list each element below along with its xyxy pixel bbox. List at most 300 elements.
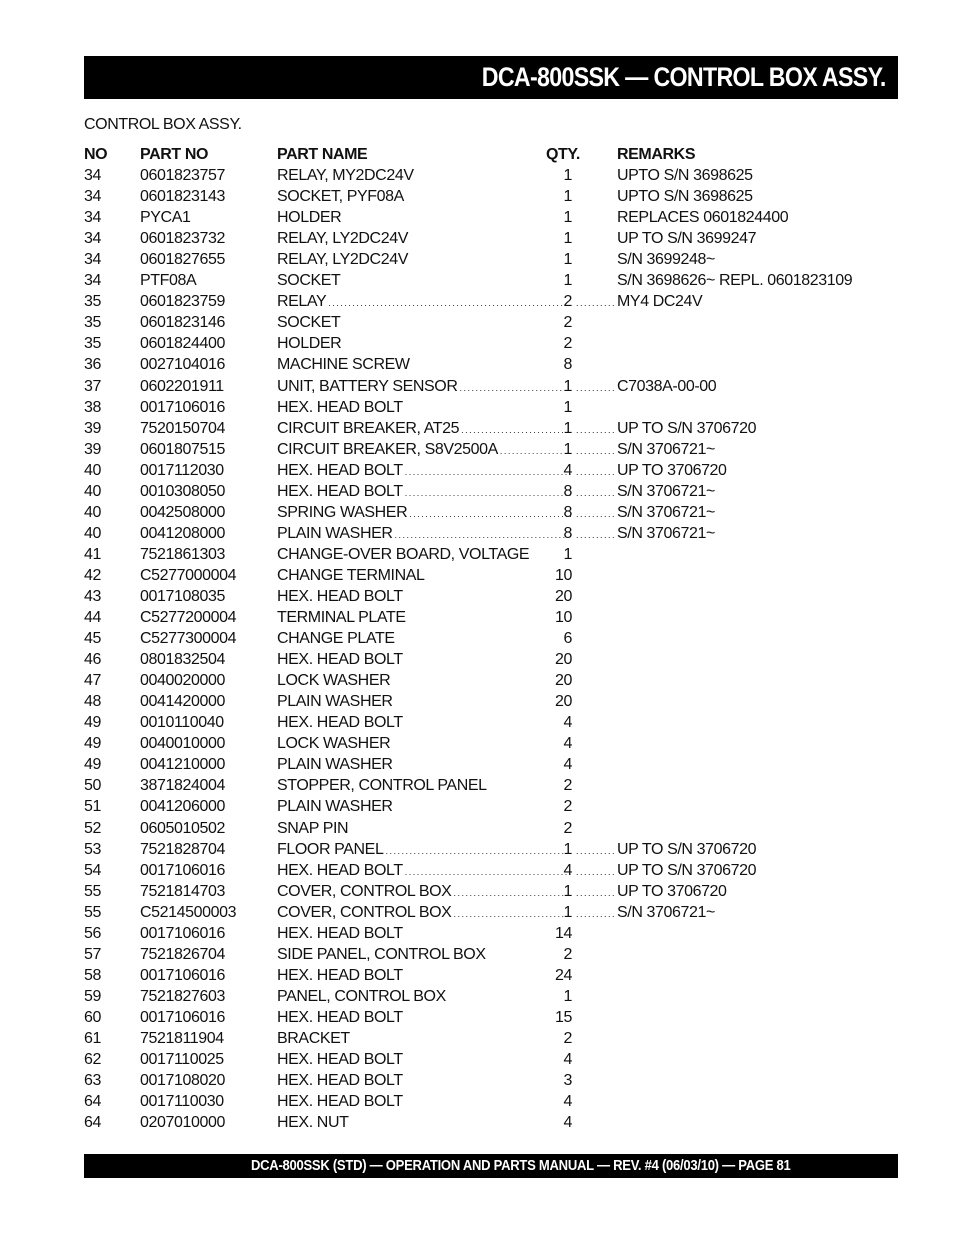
part-name: HEX. HEAD BOLT (277, 1093, 403, 1111)
part-number: 7521826704 (140, 945, 225, 963)
item-number: 56 (84, 924, 101, 942)
quantity: 2 (563, 314, 572, 332)
item-number: 43 (84, 587, 101, 605)
quantity: 8 (563, 503, 572, 521)
item-number: 53 (84, 840, 101, 858)
part-number: 0017106016 (140, 966, 225, 984)
item-number: 34 (84, 230, 101, 248)
part-name: HEX. HEAD BOLT (277, 1072, 403, 1090)
table-row (84, 691, 874, 712)
part-number: 0601827655 (140, 251, 225, 269)
part-number: C5277000004 (140, 566, 237, 584)
part-name: RELAY, MY2DC24V (277, 167, 414, 185)
part-number: 0041206000 (140, 798, 225, 816)
part-name: HOLDER (277, 209, 342, 227)
quantity: 1 (563, 251, 572, 269)
part-name-cell (277, 1049, 571, 1070)
part-name: UNIT, BATTERY SENSOR (277, 377, 458, 395)
part-name: LOCK WASHER (277, 735, 391, 753)
part-number: 0042508000 (140, 503, 225, 521)
table-row (84, 291, 874, 312)
table-row (84, 712, 874, 733)
item-number: 36 (84, 356, 101, 374)
table-row (84, 439, 874, 460)
header-qty: QTY. (546, 146, 580, 163)
part-name-cell (277, 418, 571, 441)
part-name: RELAY (277, 293, 327, 311)
part-name-cell (277, 628, 571, 649)
parts-table (84, 144, 874, 1133)
footer-bar (84, 1154, 898, 1178)
part-name-cell (277, 923, 571, 944)
table-row (84, 818, 874, 839)
item-number: 59 (84, 987, 101, 1005)
part-number: 0017106016 (140, 924, 225, 942)
part-name: HOLDER (277, 335, 342, 353)
table-row (84, 565, 874, 586)
item-number: 34 (84, 209, 101, 227)
part-name: SNAP PIN (277, 819, 349, 837)
table-row (84, 460, 874, 481)
remarks: MY4 DC24V (617, 293, 703, 311)
header-remarks: REMARKS (617, 146, 696, 163)
item-number: 40 (84, 482, 101, 500)
table-row (84, 333, 874, 354)
table-row (84, 649, 874, 670)
part-name-cell (277, 649, 571, 670)
part-name-cell (277, 460, 571, 483)
part-name-cell (277, 860, 571, 883)
part-name-cell (277, 228, 571, 249)
quantity: 3 (563, 1072, 572, 1090)
quantity: 14 (555, 924, 572, 942)
quantity: 10 (555, 566, 572, 584)
part-number: 0601823732 (140, 230, 225, 248)
remarks: S/N 3699248~ (617, 251, 715, 269)
remarks-leader-dots (576, 502, 616, 525)
part-name: PLAIN WASHER (277, 756, 393, 774)
part-name-cell (277, 796, 571, 817)
part-name: CHANGE-OVER BOARD, VOLTAGE (277, 545, 530, 563)
part-name: STOPPER, CONTROL PANEL (277, 777, 487, 795)
part-name: PLAIN WASHER (277, 524, 393, 542)
item-number: 40 (84, 503, 101, 521)
table-row (84, 754, 874, 775)
part-name-cell (277, 333, 571, 354)
item-number: 61 (84, 1029, 101, 1047)
item-number: 34 (84, 188, 101, 206)
item-number: 54 (84, 861, 101, 879)
item-number: 39 (84, 419, 101, 437)
part-name: CHANGE TERMINAL (277, 566, 425, 584)
item-number: 39 (84, 440, 101, 458)
part-name-cell (277, 818, 571, 839)
item-number: 64 (84, 1114, 101, 1132)
part-number: 0017108020 (140, 1072, 225, 1090)
item-number: 35 (84, 293, 101, 311)
table-row (84, 902, 874, 923)
table-row (84, 586, 874, 607)
part-name: HEX. HEAD BOLT (277, 861, 403, 879)
quantity: 1 (563, 840, 572, 858)
part-name-cell (277, 544, 571, 565)
item-number: 37 (84, 377, 101, 395)
item-number: 49 (84, 756, 101, 774)
part-name: CIRCUIT BREAKER, S8V2500A (277, 440, 498, 458)
table-row (84, 249, 874, 270)
remarks-leader-dots (576, 839, 616, 862)
table-row (84, 775, 874, 796)
table-row (84, 354, 874, 375)
table-row (84, 1112, 874, 1133)
remarks: S/N 3706721~ (617, 503, 715, 521)
part-number: PYCA1 (140, 209, 191, 227)
remarks: C7038A-00-00 (617, 377, 717, 395)
remarks: S/N 3706721~ (617, 440, 715, 458)
part-name-cell (277, 1091, 571, 1112)
quantity: 8 (563, 524, 572, 542)
part-name: HEX. HEAD BOLT (277, 651, 403, 669)
table-row (84, 376, 874, 397)
header-part-name: PART NAME (277, 146, 368, 163)
part-name-cell (277, 691, 571, 712)
part-name: PLAIN WASHER (277, 798, 393, 816)
quantity: 1 (563, 230, 572, 248)
table-row (84, 733, 874, 754)
part-number: 0040010000 (140, 735, 225, 753)
part-name: SOCKET, PYF08A (277, 188, 404, 206)
part-number: 7521827603 (140, 987, 225, 1005)
part-name: HEX. HEAD BOLT (277, 461, 403, 479)
quantity: 6 (563, 630, 572, 648)
item-number: 47 (84, 672, 101, 690)
quantity: 1 (563, 377, 572, 395)
item-number: 34 (84, 272, 101, 290)
quantity: 1 (563, 419, 572, 437)
item-number: 48 (84, 693, 101, 711)
part-name-cell (277, 165, 571, 186)
part-number: C5277200004 (140, 609, 237, 627)
table-row (84, 881, 874, 902)
quantity: 8 (563, 482, 572, 500)
remarks-leader-dots (576, 860, 616, 883)
item-number: 35 (84, 314, 101, 332)
part-name-cell (277, 376, 571, 399)
quantity: 20 (555, 672, 572, 690)
part-number: C5214500003 (140, 903, 237, 921)
part-number: 0017106016 (140, 398, 225, 416)
part-number: 7521828704 (140, 840, 225, 858)
part-number: 0207010000 (140, 1114, 225, 1132)
part-name-cell (277, 291, 571, 314)
part-name-cell (277, 881, 571, 904)
table-row (84, 628, 874, 649)
table-row (84, 670, 874, 691)
part-name-cell (277, 1070, 571, 1091)
remarks-leader-dots (576, 481, 616, 504)
part-number: 0017106016 (140, 1008, 225, 1026)
part-name: MACHINE SCREW (277, 356, 410, 374)
table-row (84, 923, 874, 944)
part-name: HEX. HEAD BOLT (277, 1051, 403, 1069)
remarks-leader-dots (576, 291, 616, 314)
quantity: 24 (555, 966, 572, 984)
item-number: 62 (84, 1051, 101, 1069)
remarks: S/N 3706721~ (617, 482, 715, 500)
part-number: 0041208000 (140, 524, 225, 542)
part-name: BRACKET (277, 1029, 350, 1047)
quantity: 4 (563, 735, 572, 753)
header-no: NO (84, 146, 108, 163)
section-label: CONTROL BOX ASSY. (84, 116, 242, 133)
item-number: 40 (84, 461, 101, 479)
remarks: UP TO S/N 3706720 (617, 840, 757, 858)
part-name-cell (277, 502, 571, 525)
part-name-cell (277, 249, 571, 270)
quantity: 4 (563, 1051, 572, 1069)
part-number: 0601824400 (140, 335, 225, 353)
quantity: 10 (555, 609, 572, 627)
table-row (84, 270, 874, 291)
part-name-cell (277, 1007, 571, 1028)
part-name: HEX. HEAD BOLT (277, 587, 403, 605)
table-row (84, 186, 874, 207)
part-name-cell (277, 439, 571, 462)
part-number: 7520150704 (140, 419, 225, 437)
item-number: 50 (84, 777, 101, 795)
quantity: 4 (563, 756, 572, 774)
remarks: UPTO S/N 3698625 (617, 188, 753, 206)
item-number: 44 (84, 609, 101, 627)
part-name-cell (277, 775, 571, 796)
part-name-cell (277, 607, 571, 628)
item-number: 57 (84, 945, 101, 963)
part-number: 0010110040 (140, 714, 224, 732)
part-number: 7521814703 (140, 882, 225, 900)
item-number: 45 (84, 630, 101, 648)
part-name-cell (277, 354, 571, 375)
part-number: 0017106016 (140, 861, 225, 879)
quantity: 2 (563, 819, 572, 837)
part-number: 7521861303 (140, 545, 225, 563)
table-row (84, 481, 874, 502)
part-name: SOCKET (277, 314, 341, 332)
table-row (84, 397, 874, 418)
part-number: 0017108035 (140, 587, 225, 605)
part-name-cell (277, 565, 571, 586)
part-name: COVER, CONTROL BOX (277, 882, 452, 900)
item-number: 40 (84, 524, 101, 542)
quantity: 1 (563, 188, 572, 206)
remarks: REPLACES 0601824400 (617, 209, 789, 227)
part-name-cell (277, 207, 571, 228)
table-row (84, 502, 874, 523)
quantity: 2 (563, 777, 572, 795)
page-title: DCA-800SSK — CONTROL BOX ASSY. (482, 62, 886, 92)
part-name-cell (277, 312, 571, 333)
part-name: HEX. HEAD BOLT (277, 1008, 403, 1026)
remarks: UP TO S/N 3699247 (617, 230, 757, 248)
footer-text: DCA-800SSK (STD) — OPERATION AND PARTS MANUAL — REV. #4 (06/03/10) — PAGE 81 (251, 1158, 791, 1174)
remarks-leader-dots (576, 418, 616, 441)
part-name-cell (277, 712, 571, 733)
table-row (84, 523, 874, 544)
part-number: 7521811904 (140, 1029, 224, 1047)
remarks: UPTO S/N 3698625 (617, 167, 753, 185)
quantity: 2 (563, 293, 572, 311)
part-name-cell (277, 965, 571, 986)
quantity: 4 (563, 714, 572, 732)
part-name: HEX. HEAD BOLT (277, 714, 403, 732)
table-row (84, 796, 874, 817)
item-number: 34 (84, 251, 101, 269)
part-number: 3871824004 (140, 777, 225, 795)
part-name: LOCK WASHER (277, 672, 391, 690)
table-row (84, 207, 874, 228)
part-name-cell (277, 670, 571, 691)
table-row (84, 607, 874, 628)
part-name: RELAY, LY2DC24V (277, 251, 408, 269)
part-name-cell (277, 754, 571, 775)
item-number: 38 (84, 398, 101, 416)
part-number: 0017112030 (140, 461, 224, 479)
part-name: HEX. HEAD BOLT (277, 924, 403, 942)
part-number: 0602201911 (140, 377, 224, 395)
part-name: HEX. NUT (277, 1114, 349, 1132)
part-name-cell (277, 481, 571, 504)
remarks-leader-dots (576, 523, 616, 546)
part-number: 0601823759 (140, 293, 225, 311)
quantity: 2 (563, 945, 572, 963)
item-number: 42 (84, 566, 101, 584)
part-name-cell (277, 523, 571, 546)
item-number: 55 (84, 903, 101, 921)
item-number: 60 (84, 1008, 101, 1026)
table-row (84, 312, 874, 333)
part-name-cell (277, 586, 571, 607)
part-name: RELAY, LY2DC24V (277, 230, 408, 248)
item-number: 41 (84, 545, 101, 563)
table-header (84, 144, 874, 165)
part-name-cell (277, 186, 571, 207)
part-name: TERMINAL PLATE (277, 609, 406, 627)
item-number: 49 (84, 735, 101, 753)
quantity: 2 (563, 335, 572, 353)
quantity: 1 (563, 398, 572, 416)
item-number: 34 (84, 167, 101, 185)
item-number: 52 (84, 819, 101, 837)
part-name-cell (277, 902, 571, 925)
quantity: 4 (563, 861, 572, 879)
quantity: 4 (563, 1093, 572, 1111)
header-part-no: PART NO (140, 146, 209, 163)
part-name: PLAIN WASHER (277, 693, 393, 711)
part-name: HEX. HEAD BOLT (277, 966, 403, 984)
quantity: 1 (563, 272, 572, 290)
quantity: 1 (563, 545, 572, 563)
part-name: CHANGE PLATE (277, 630, 395, 648)
item-number: 64 (84, 1093, 101, 1111)
table-row (84, 1049, 874, 1070)
part-name: FLOOR PANEL (277, 840, 384, 858)
table-row (84, 1070, 874, 1091)
item-number: 55 (84, 882, 101, 900)
part-number: 0601823143 (140, 188, 225, 206)
table-row (84, 944, 874, 965)
part-name: SIDE PANEL, CONTROL BOX (277, 945, 486, 963)
part-name: HEX. HEAD BOLT (277, 398, 403, 416)
part-number: 0601823757 (140, 167, 225, 185)
item-number: 46 (84, 651, 101, 669)
table-row (84, 1007, 874, 1028)
quantity: 8 (563, 356, 572, 374)
item-number: 49 (84, 714, 101, 732)
part-number: 0801832504 (140, 651, 225, 669)
table-row (84, 228, 874, 249)
table-row (84, 965, 874, 986)
remarks: UP TO 3706720 (617, 461, 727, 479)
table-row (84, 544, 874, 565)
table-row (84, 165, 874, 186)
remarks: S/N 3706721~ (617, 903, 715, 921)
quantity: 1 (563, 209, 572, 227)
remarks-leader-dots (576, 902, 616, 925)
part-number: 0601823146 (140, 314, 225, 332)
item-number: 51 (84, 798, 101, 816)
remarks-leader-dots (576, 376, 616, 399)
part-number: 0017110030 (140, 1093, 224, 1111)
quantity: 15 (555, 1008, 572, 1026)
part-name-cell (277, 733, 571, 754)
remarks: S/N 3706721~ (617, 524, 715, 542)
part-name: COVER, CONTROL BOX (277, 903, 452, 921)
item-number: 63 (84, 1072, 101, 1090)
quantity: 1 (563, 882, 572, 900)
part-name: CIRCUIT BREAKER, AT25 (277, 419, 460, 437)
table-row (84, 1091, 874, 1112)
part-number: 0040020000 (140, 672, 225, 690)
part-number: 0605010502 (140, 819, 225, 837)
part-name-cell (277, 270, 571, 291)
quantity: 2 (563, 1029, 572, 1047)
quantity: 2 (563, 798, 572, 816)
part-name-cell (277, 397, 571, 418)
part-name: HEX. HEAD BOLT (277, 482, 403, 500)
part-name-cell (277, 839, 571, 862)
quantity: 20 (555, 651, 572, 669)
quantity: 4 (563, 1114, 572, 1132)
table-row (84, 860, 874, 881)
part-name: SPRING WASHER (277, 503, 408, 521)
part-name-cell (277, 1028, 571, 1049)
remarks-leader-dots (576, 460, 616, 483)
quantity: 1 (563, 440, 572, 458)
part-number: 0027104016 (140, 356, 225, 374)
table-row (84, 418, 874, 439)
part-name-cell (277, 1112, 571, 1133)
remarks: UP TO S/N 3706720 (617, 861, 757, 879)
part-name: SOCKET (277, 272, 341, 290)
quantity: 1 (563, 167, 572, 185)
part-number: 0041420000 (140, 693, 225, 711)
part-number: 0017110025 (140, 1051, 224, 1069)
remarks: UP TO S/N 3706720 (617, 419, 757, 437)
part-name-cell (277, 944, 571, 965)
part-number: 0601807515 (140, 440, 225, 458)
remarks: UP TO 3706720 (617, 882, 727, 900)
page-title-bar (84, 56, 898, 99)
quantity: 4 (563, 461, 572, 479)
